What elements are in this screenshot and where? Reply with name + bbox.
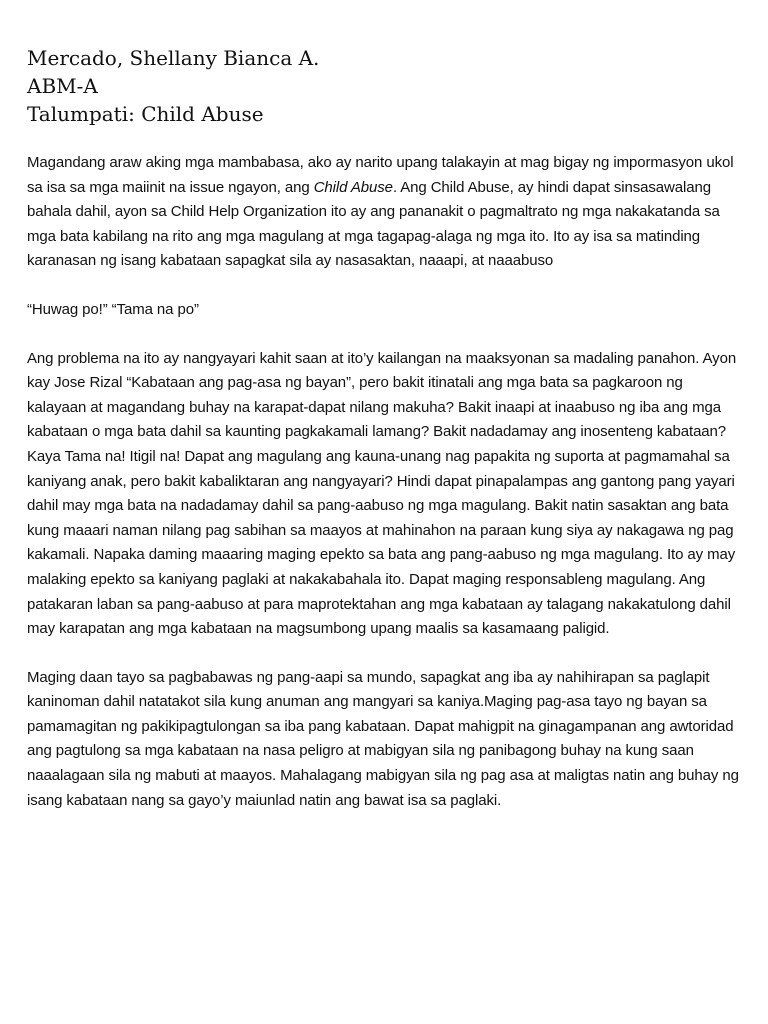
author-name: Mercado, Shellany Bianca A. xyxy=(27,46,320,70)
document-page xyxy=(27,44,743,813)
paragraph-intro-emphasis: Child Abuse xyxy=(313,178,393,196)
paragraph-intro xyxy=(27,151,743,274)
paragraph-quote: “Huwag po!” “Tama na po” xyxy=(27,300,199,318)
paragraph-conclusion: Maging daan tayo sa pagbabawas ng pang-aapi sa mundo, sapagkat ang iba ay nahihirapan sa paglapit kaninoman dahil natatakot sila kung anuman ang mangyari sa kaniya.Maging pag-asa tayo ng bayan sa pamamagitan ng pakikipagtulongan sa iba pang kabataan. Dapat mahigpit na ginagampanan ang awtoridad ang pagtulong sa mga kabataan na nasa peligro at mabigyan sila ng panibagong buhay na kung saan naaalagaan sila ng mabuti at maayos. Mahalagang mabigyan sila ng pag asa at maligtas natin ang buhay ng isang kabataan nang sa gayo’y maiunlad natin ang bawat isa sa paglaki. xyxy=(27,668,739,809)
document-title: Talumpati: Child Abuse xyxy=(27,102,264,126)
document-header xyxy=(27,44,743,128)
paragraph-problem: Ang problema na ito ay nangyayari kahit saan at ito’y kailangan na maaksyonan sa madaling panahon. Ayon kay Jose Rizal “Kabataan ang pag-asa ng bayan”, pero bakit itinatali ang mga bata sa pagkaroon ng kalayaan at magandang buhay na karapat-dapat nilang makuha? Bakit inaapi at inaabuso ng iba ang mga kabataan o mga bata dahil sa kaunting pagkakamali lamang? Bakit nadadamay ang inosenteng kabataan? Kaya Tama na! Itigil na! Dapat ang magulang ang kauna-unang nag papakita ng suporta at pagmamahal sa kaniyang anak, pero bakit kabaliktaran ang nangyayari? Hindi dapat pinapalampas ang gantong pang yayari dahil may mga bata na nadadamay dahil sa pang-aabuso ng mga magulang. Bakit natin sasaktan ang bata kung maaari naman nilang pag sabihan sa maayos at mahinahon na paraan kung siya ay nakagawa ng pag kakamali. Napaka daming maaaring maging epekto sa bata ang pang-aabuso ng mga magulang. Ito ay may malaking epekto sa kaniyang paglaki at nakakabahala ito. Dapat maging responsableng magulang. Ang patakaran laban sa pang-aabuso at para maprotektahan ang mga kabataan ay talagang nakakatulong dahil may karapatan ang mga kabataan na magsumbong upang maalis sa kasamaang paligid. xyxy=(27,349,737,638)
paragraph-intro-start: Magandang araw aking mga mambabasa, ako ay narito upang talakayin at mag bigay ng impormasyon ukol sa isa sa mga maiinit na issue ngayon, ang xyxy=(27,154,734,196)
paragraph-intro-end: . Ang Child Abuse, ay hindi dapat sinsasawalang bahala dahil, ayon sa Child Help Organization ito ay ang pananakit o pagmaltrato ng mga nakakatanda sa mga bata kabilang na rito ang mga magulang at mga tagapag-alaga ng mga ito. Ito ay isa sa matinding karanasan ng isang kabataan sapagkat sila ay nasasaktan, naaapi, at naaabuso xyxy=(27,178,720,270)
class-section: ABM-A xyxy=(27,74,98,98)
